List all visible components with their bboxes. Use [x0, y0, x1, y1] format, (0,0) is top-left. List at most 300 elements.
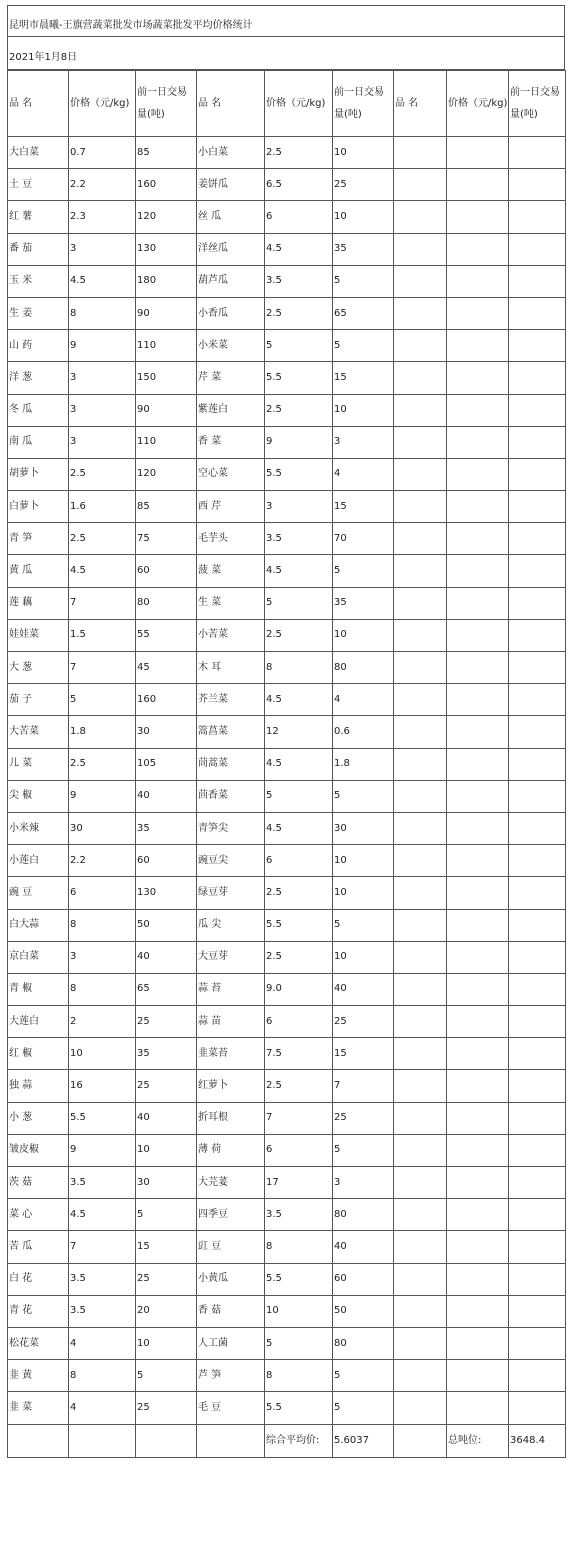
table-cell: 2.5	[265, 877, 333, 909]
header-cell: 前一日交易量(吨)	[333, 71, 394, 137]
table-cell: 4.5	[69, 555, 136, 587]
table-cell: 30	[136, 716, 197, 748]
table-row	[8, 1360, 566, 1392]
table-cell: 蒜 苗	[197, 1006, 265, 1038]
table-cell	[394, 265, 447, 297]
table-cell	[136, 1424, 197, 1457]
table-cell	[197, 1424, 265, 1457]
table-cell	[447, 1102, 509, 1134]
table-cell: 110	[136, 330, 197, 362]
table-cell	[509, 909, 566, 941]
table-cell: 2.5	[265, 619, 333, 651]
table-cell: 40	[136, 941, 197, 973]
table-cell	[509, 297, 566, 329]
table-cell: 150	[136, 362, 197, 394]
table-cell: 8	[265, 652, 333, 684]
table-cell: 胡萝卜	[8, 458, 69, 490]
table-cell: 80	[333, 652, 394, 684]
header-cell: 品 名	[8, 71, 69, 137]
table-row	[8, 652, 566, 684]
table-cell	[509, 1263, 566, 1295]
table-cell: 9	[69, 780, 136, 812]
table-cell	[509, 330, 566, 362]
table-row	[8, 1263, 566, 1295]
table-row	[8, 1134, 566, 1166]
table-cell: 7.5	[265, 1038, 333, 1070]
table-cell	[394, 877, 447, 909]
table-cell: 茄 子	[8, 684, 69, 716]
table-cell: 10	[333, 845, 394, 877]
table-cell: 25	[333, 1102, 394, 1134]
table-cell: 大苦菜	[8, 716, 69, 748]
table-cell	[447, 973, 509, 1005]
table-cell: 2.5	[69, 523, 136, 555]
table-cell: 3	[333, 1167, 394, 1199]
table-cell: 5	[333, 555, 394, 587]
table-cell: 青笋尖	[197, 812, 265, 844]
table-cell: 苦 瓜	[8, 1231, 69, 1263]
table-cell	[509, 1199, 566, 1231]
table-cell	[509, 652, 566, 684]
table-cell	[447, 1038, 509, 1070]
table-cell: 莲 藕	[8, 587, 69, 619]
table-cell: 瓜 尖	[197, 909, 265, 941]
table-cell: 白 花	[8, 1263, 69, 1295]
table-cell: 15	[136, 1231, 197, 1263]
table-cell: 4.5	[69, 1199, 136, 1231]
table-cell: 5	[136, 1199, 197, 1231]
table-cell	[447, 330, 509, 362]
table-row	[8, 1295, 566, 1327]
total-tonnage-value: 3648.4	[509, 1424, 566, 1457]
table-row	[8, 394, 566, 426]
table-cell: 芹 菜	[197, 362, 265, 394]
table-cell: 9.0	[265, 973, 333, 1005]
table-row	[8, 1070, 566, 1102]
table-cell: 4.5	[265, 555, 333, 587]
table-cell: 160	[136, 684, 197, 716]
table-cell	[447, 812, 509, 844]
table-cell	[509, 619, 566, 651]
table-cell: 京白菜	[8, 941, 69, 973]
table-cell: 0.7	[69, 137, 136, 169]
table-row	[8, 1038, 566, 1070]
table-cell	[509, 941, 566, 973]
table-cell: 大豆芽	[197, 941, 265, 973]
table-cell: 35	[333, 587, 394, 619]
table-cell: 2.5	[69, 748, 136, 780]
table-cell: 1.8	[333, 748, 394, 780]
table-cell: 5	[333, 265, 394, 297]
table-row	[8, 812, 566, 844]
table-cell: 4	[69, 1392, 136, 1424]
table-row	[8, 137, 566, 169]
table-cell	[447, 877, 509, 909]
table-cell: 10	[69, 1038, 136, 1070]
table-cell	[509, 233, 566, 265]
table-cell: 松花菜	[8, 1327, 69, 1359]
table-cell: 40	[333, 973, 394, 1005]
table-cell: 25	[136, 1392, 197, 1424]
table-cell: 90	[136, 297, 197, 329]
table-cell: 绿豆芽	[197, 877, 265, 909]
table-row	[8, 877, 566, 909]
table-cell: 45	[136, 652, 197, 684]
table-cell	[394, 555, 447, 587]
table-cell	[447, 1263, 509, 1295]
table-cell: 大白菜	[8, 137, 69, 169]
table-cell: 60	[136, 845, 197, 877]
table-cell: 7	[69, 587, 136, 619]
table-cell	[394, 1038, 447, 1070]
table-cell	[394, 201, 447, 233]
table-cell	[509, 1038, 566, 1070]
table-cell: 芦 笋	[197, 1360, 265, 1392]
table-cell: 红 椒	[8, 1038, 69, 1070]
table-cell: 山 药	[8, 330, 69, 362]
table-body	[8, 137, 566, 1425]
table-cell	[509, 265, 566, 297]
table-cell: 8	[69, 297, 136, 329]
table-cell: 40	[333, 1231, 394, 1263]
table-cell	[394, 587, 447, 619]
table-cell: 小米辣	[8, 812, 69, 844]
table-cell	[394, 458, 447, 490]
table-cell: 130	[136, 877, 197, 909]
table-cell: 毛 豆	[197, 1392, 265, 1424]
table-cell	[509, 169, 566, 201]
table-cell: 25	[333, 1006, 394, 1038]
table-cell: 洋丝瓜	[197, 233, 265, 265]
table-cell	[394, 652, 447, 684]
table-cell: 8	[265, 1360, 333, 1392]
table-cell	[394, 394, 447, 426]
table-cell: 毛芋头	[197, 523, 265, 555]
table-cell: 小白菜	[197, 137, 265, 169]
table-cell	[509, 1102, 566, 1134]
table-cell: 25	[136, 1263, 197, 1295]
table-cell: 5	[333, 1360, 394, 1392]
table-cell	[447, 619, 509, 651]
table-cell: 2.5	[265, 297, 333, 329]
table-cell: 5.5	[265, 362, 333, 394]
table-cell: 90	[136, 394, 197, 426]
table-cell: 6	[265, 201, 333, 233]
table-cell	[509, 555, 566, 587]
table-cell: 2.5	[265, 1070, 333, 1102]
table-row	[8, 845, 566, 877]
table-cell: 7	[265, 1102, 333, 1134]
table-cell	[509, 973, 566, 1005]
table-cell: 薄 荷	[197, 1134, 265, 1166]
table-cell: 9	[69, 1134, 136, 1166]
table-cell: 红萝卜	[197, 1070, 265, 1102]
table-cell	[447, 941, 509, 973]
table-row	[8, 780, 566, 812]
table-row	[8, 265, 566, 297]
table-cell: 1.8	[69, 716, 136, 748]
table-cell	[447, 137, 509, 169]
table-cell: 3	[69, 233, 136, 265]
table-cell: 5	[333, 1392, 394, 1424]
table-cell	[509, 1070, 566, 1102]
table-cell	[447, 1070, 509, 1102]
table-cell	[394, 362, 447, 394]
table-cell	[447, 1360, 509, 1392]
table-cell: 50	[136, 909, 197, 941]
header-cell: 品 名	[394, 71, 447, 137]
table-cell: 青 椒	[8, 973, 69, 1005]
table-row	[8, 941, 566, 973]
table-cell	[447, 169, 509, 201]
table-cell	[447, 748, 509, 780]
table-row	[8, 297, 566, 329]
table-cell	[394, 619, 447, 651]
table-cell: 生 姜	[8, 297, 69, 329]
table-cell: 5	[333, 780, 394, 812]
table-cell: 儿 菜	[8, 748, 69, 780]
table-row	[8, 1006, 566, 1038]
table-cell	[394, 233, 447, 265]
table-cell: 芥兰菜	[197, 684, 265, 716]
table-cell	[394, 812, 447, 844]
table-cell: 篙菖菜	[197, 716, 265, 748]
table-cell: 1.5	[69, 619, 136, 651]
header-cell: 品 名	[197, 71, 265, 137]
table-cell	[394, 748, 447, 780]
table-cell	[447, 684, 509, 716]
table-cell	[447, 394, 509, 426]
table-cell: 香 菜	[197, 426, 265, 458]
table-cell	[394, 1231, 447, 1263]
table-cell: 5.5	[69, 1102, 136, 1134]
table-cell: 1.6	[69, 491, 136, 523]
table-cell	[394, 1360, 447, 1392]
table-cell	[509, 877, 566, 909]
table-cell: 小米菜	[197, 330, 265, 362]
table-row	[8, 233, 566, 265]
table-cell: 20	[136, 1295, 197, 1327]
table-cell	[447, 652, 509, 684]
table-cell	[447, 1327, 509, 1359]
table-cell: 6	[265, 1006, 333, 1038]
table-cell: 白萝卜	[8, 491, 69, 523]
table-cell	[394, 1327, 447, 1359]
table-cell	[394, 330, 447, 362]
table-row	[8, 1102, 566, 1134]
table-cell	[394, 1006, 447, 1038]
table-cell: 40	[136, 1102, 197, 1134]
summary-row	[8, 1424, 566, 1457]
table-cell: 8	[69, 973, 136, 1005]
table-cell: 10	[265, 1295, 333, 1327]
table-cell: 5	[333, 330, 394, 362]
table-cell: 西 芹	[197, 491, 265, 523]
table-cell	[447, 1167, 509, 1199]
table-cell: 2	[69, 1006, 136, 1038]
header-row	[8, 71, 566, 137]
table-cell	[447, 523, 509, 555]
table-cell	[394, 137, 447, 169]
table-row	[8, 458, 566, 490]
table-cell: 3.5	[69, 1167, 136, 1199]
avg-price-label: 综合平均价:	[265, 1424, 333, 1457]
table-cell	[447, 201, 509, 233]
table-cell: 玉 米	[8, 265, 69, 297]
table-cell: 5	[265, 587, 333, 619]
table-cell: 4.5	[265, 812, 333, 844]
table-cell: 3.5	[265, 1199, 333, 1231]
table-cell: 2.5	[265, 137, 333, 169]
table-cell: 丝 瓜	[197, 201, 265, 233]
table-cell: 5	[333, 909, 394, 941]
table-cell	[509, 1167, 566, 1199]
table-cell: 4	[333, 458, 394, 490]
table-cell: 黄 瓜	[8, 555, 69, 587]
header-cell: 价格（元/kg)	[69, 71, 136, 137]
table-cell: 10	[136, 1327, 197, 1359]
table-cell: 4.5	[265, 748, 333, 780]
table-cell	[447, 458, 509, 490]
table-cell: 85	[136, 137, 197, 169]
table-cell	[509, 748, 566, 780]
table-cell: 白大蒜	[8, 909, 69, 941]
table-cell: 菠 菜	[197, 555, 265, 587]
table-cell: 5	[136, 1360, 197, 1392]
table-cell	[509, 1231, 566, 1263]
table-cell: 35	[333, 233, 394, 265]
table-cell: 土 豆	[8, 169, 69, 201]
table-cell	[447, 426, 509, 458]
table-row	[8, 426, 566, 458]
table-cell: 青 花	[8, 1295, 69, 1327]
table-cell	[509, 812, 566, 844]
table-row	[8, 716, 566, 748]
table-cell: 80	[333, 1199, 394, 1231]
table-cell: 大莲白	[8, 1006, 69, 1038]
table-cell: 尖 椒	[8, 780, 69, 812]
table-cell	[394, 716, 447, 748]
table-row	[8, 973, 566, 1005]
table-cell: 7	[333, 1070, 394, 1102]
table-cell	[394, 1070, 447, 1102]
table-cell: 7	[69, 652, 136, 684]
table-cell	[394, 523, 447, 555]
price-table	[7, 70, 566, 1458]
table-cell	[394, 973, 447, 1005]
table-cell: 5	[333, 1134, 394, 1166]
table-cell	[447, 555, 509, 587]
table-cell: 5.5	[265, 1392, 333, 1424]
table-cell: 3	[69, 394, 136, 426]
table-cell: 4.5	[265, 684, 333, 716]
table-cell: 2.5	[265, 394, 333, 426]
sheet-title: 昆明市晨曦-王旗营蔬菜批发市场蔬菜批发平均价格统计	[7, 5, 565, 37]
table-cell: 2.2	[69, 169, 136, 201]
table-cell: 5.5	[265, 458, 333, 490]
table-cell: 65	[333, 297, 394, 329]
table-row	[8, 684, 566, 716]
table-cell	[394, 1134, 447, 1166]
table-cell	[394, 1199, 447, 1231]
table-cell: 小 葱	[8, 1102, 69, 1134]
header-cell: 前一日交易量(吨)	[509, 71, 566, 137]
table-cell: 12	[265, 716, 333, 748]
table-cell: 4	[69, 1327, 136, 1359]
table-cell: 茼蒿菜	[197, 748, 265, 780]
table-cell: 红 薯	[8, 201, 69, 233]
table-cell: 豇 豆	[197, 1231, 265, 1263]
table-cell: 160	[136, 169, 197, 201]
table-cell: 小香瓜	[197, 297, 265, 329]
table-cell	[509, 1360, 566, 1392]
table-cell: 60	[333, 1263, 394, 1295]
table-cell: 15	[333, 362, 394, 394]
table-cell: 折耳根	[197, 1102, 265, 1134]
table-cell	[509, 684, 566, 716]
table-cell: 17	[265, 1167, 333, 1199]
table-cell: 3.5	[265, 265, 333, 297]
table-cell: 紫莲白	[197, 394, 265, 426]
table-cell	[447, 909, 509, 941]
table-cell: 3.5	[265, 523, 333, 555]
table-row	[8, 201, 566, 233]
table-cell: 130	[136, 233, 197, 265]
table-cell: 120	[136, 201, 197, 233]
table-cell	[394, 684, 447, 716]
table-cell: 番 茄	[8, 233, 69, 265]
table-cell: 蒜 苔	[197, 973, 265, 1005]
table-cell: 105	[136, 748, 197, 780]
table-cell: 2.3	[69, 201, 136, 233]
table-row	[8, 748, 566, 780]
table-row	[8, 587, 566, 619]
table-cell: 10	[333, 941, 394, 973]
table-cell: 青 笋	[8, 523, 69, 555]
table-cell	[447, 587, 509, 619]
header-cell: 前一日交易量(吨)	[136, 71, 197, 137]
table-cell	[394, 1424, 447, 1457]
table-cell	[394, 169, 447, 201]
table-cell: 茴香菜	[197, 780, 265, 812]
table-cell: 15	[333, 1038, 394, 1070]
sheet-date: 2021年1月8日	[7, 37, 565, 70]
table-cell: 韭菜苔	[197, 1038, 265, 1070]
table-cell	[509, 426, 566, 458]
table-cell: 四季豆	[197, 1199, 265, 1231]
table-cell: 6	[265, 1134, 333, 1166]
table-cell: 空心菜	[197, 458, 265, 490]
table-cell	[509, 1327, 566, 1359]
table-cell	[447, 716, 509, 748]
table-cell	[394, 1102, 447, 1134]
table-cell	[509, 491, 566, 523]
table-cell: 洋 葱	[8, 362, 69, 394]
table-cell: 10	[136, 1134, 197, 1166]
table-cell	[509, 1295, 566, 1327]
table-cell	[509, 1134, 566, 1166]
table-row	[8, 330, 566, 362]
table-cell	[394, 941, 447, 973]
table-row	[8, 169, 566, 201]
table-row	[8, 362, 566, 394]
table-cell: 8	[69, 909, 136, 941]
table-cell	[447, 780, 509, 812]
table-cell	[394, 1392, 447, 1424]
table-cell: 6	[265, 845, 333, 877]
table-cell	[447, 1199, 509, 1231]
table-cell: 15	[333, 491, 394, 523]
